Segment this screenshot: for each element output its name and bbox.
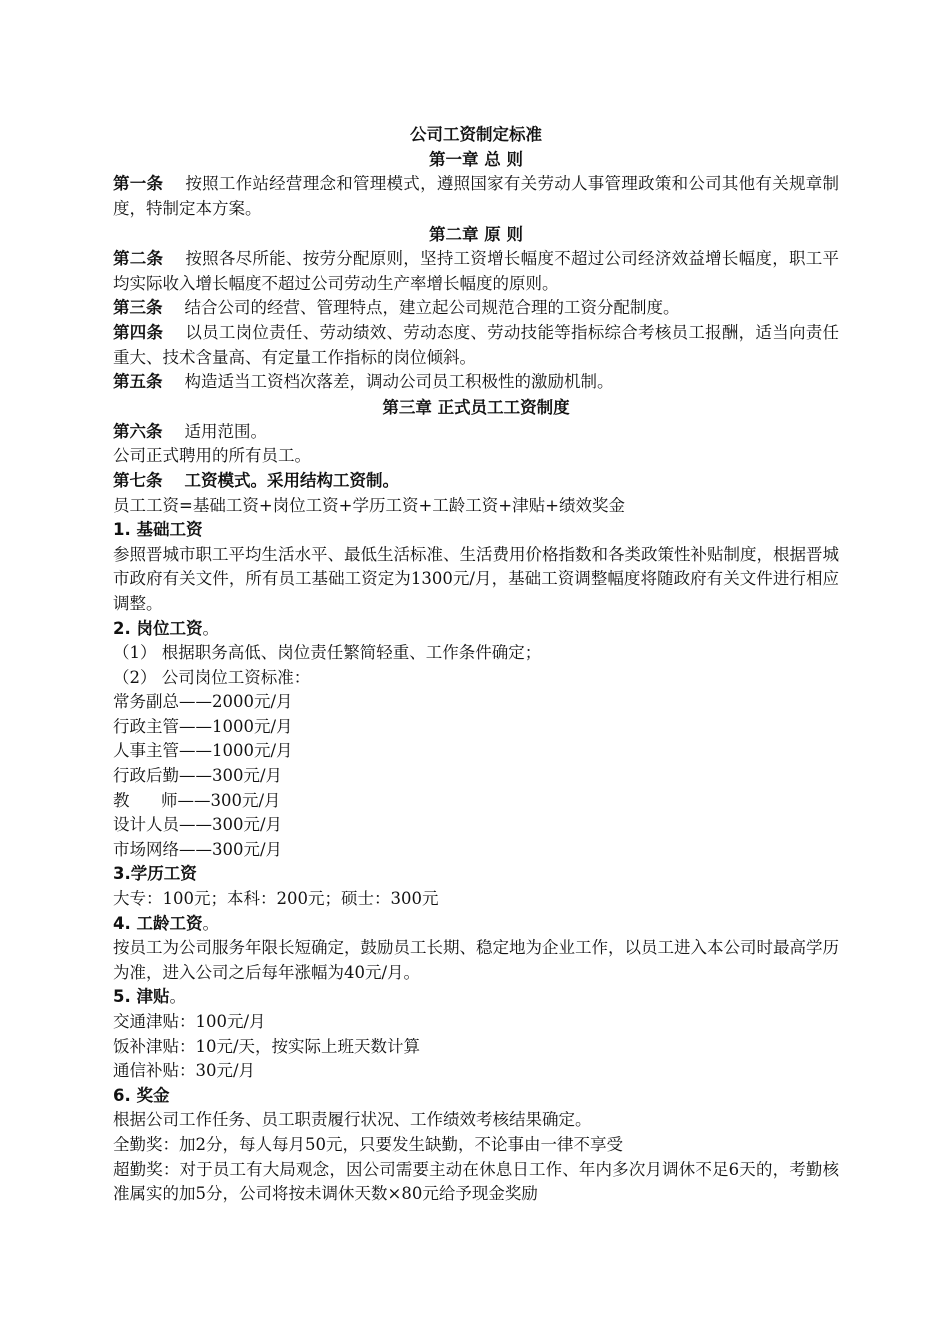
section-base-salary-title: 1. 基础工资 bbox=[113, 520, 203, 540]
chapter-1-title: 第一章 总 则 bbox=[429, 150, 523, 169]
article-text: 结合公司的经营、管理特点，建立起公司规范合理的工资分配制度。 bbox=[184, 298, 680, 318]
scope-text: 公司正式聘用的所有员工。 bbox=[113, 446, 311, 466]
article-label: 第二条 bbox=[113, 249, 164, 269]
section-position-salary-title bbox=[113, 617, 839, 642]
article-6 bbox=[113, 420, 839, 445]
position-salary-point-2: （2） 公司岗位工资标准： bbox=[113, 667, 311, 687]
position-salary-list bbox=[113, 690, 839, 862]
list-item: 饭补津贴：10元/天，按实际上班天数计算 bbox=[113, 1036, 421, 1056]
list-item: 设计人员——300元/月 bbox=[113, 815, 283, 835]
list-item: 行政主管——1000元/月 bbox=[113, 716, 293, 736]
chapter-3-title: 第三章 正式员工工资制度 bbox=[382, 397, 570, 417]
list-item: 常务副总——2000元/月 bbox=[113, 692, 293, 712]
section-seniority-salary-text: 按员工为公司服务年限长短确定，鼓励员工长期、稳定地为企业工作，以员工进入本公司时最高学历为准，进入公司之后每年涨幅为40元/月。 bbox=[113, 938, 839, 982]
list-item: 人事主管——1000元/月 bbox=[113, 741, 293, 761]
section-base-salary-text: 参照晋城市职工平均生活水平、最低生活标准、生活费用价格指数和各类政策性补贴制度，根据晋城市政府有关文件，所有员工基础工资定为1300元/月，基础工资调整幅度将随政府有关文件进行相应调整。 bbox=[113, 544, 839, 613]
section-education-salary-text: 大专：100元；本科：200元；硕士：300元 bbox=[113, 889, 439, 909]
section-seniority-salary-title bbox=[113, 912, 839, 937]
article-text: 按照工作站经营理念和管理模式，遵照国家有关劳动人事管理政策和公司其他有关规章制度，特制定本方案。 bbox=[113, 174, 840, 218]
salary-formula: 员工工资=基础工资+岗位工资+学历工资+工龄工资+津贴+绩效奖金 bbox=[113, 495, 625, 515]
article-label: 第七条 bbox=[113, 470, 163, 490]
article-label: 第四条 bbox=[113, 322, 164, 342]
section-title-text: 4. 工龄工资 bbox=[113, 913, 203, 933]
article-3 bbox=[113, 296, 839, 321]
article-label: 第六条 bbox=[113, 421, 163, 441]
article-2 bbox=[113, 247, 839, 296]
section-title-text: 2. 岗位工资 bbox=[113, 618, 203, 638]
article-text: 按照各尽所能、按劳分配原则，坚持工资增长幅度不超过公司经济效益增长幅度，职工平均实际收入增长幅度不超过公司劳动生产率增长幅度的原则。 bbox=[113, 249, 840, 293]
document-title: 公司工资制定标准 bbox=[410, 125, 542, 144]
section-bonus-title: 6. 奖金 bbox=[113, 1085, 170, 1105]
section-title-suffix: 。 bbox=[202, 618, 219, 638]
article-text: 工资模式。采用结构工资制。 bbox=[184, 470, 399, 490]
overtime-bonus: 超勤奖：对于员工有大局观念，因公司需要主动在休息日工作、年内多次月调休不足6天的，考勤核准属实的加5分，公司将按未调休天数×80元给予现金奖励 bbox=[113, 1159, 839, 1204]
section-title-suffix: 。 bbox=[169, 987, 186, 1007]
section-education-salary-title: 3.学历工资 bbox=[113, 864, 197, 884]
list-item: 交通津贴：100元/月 bbox=[113, 1012, 266, 1031]
section-bonus-text: 根据公司工作任务、员工职责履行状况、工作绩效考核结果确定。 bbox=[113, 1110, 592, 1130]
article-label: 第五条 bbox=[113, 372, 163, 392]
article-1 bbox=[113, 172, 839, 221]
article-text: 构造适当工资档次落差，调动公司员工积极性的激励机制。 bbox=[184, 372, 614, 392]
list-item: 通信补贴：30元/月 bbox=[113, 1061, 256, 1081]
article-5 bbox=[113, 370, 839, 395]
full-attendance-bonus: 全勤奖：加2分，每人每月50元，只要发生缺勤，不论事由一律不享受 bbox=[113, 1134, 623, 1154]
article-text: 适用范围。 bbox=[184, 421, 267, 441]
article-7 bbox=[113, 469, 839, 494]
article-label: 第一条 bbox=[113, 174, 164, 193]
chapter-2-title: 第二章 原 则 bbox=[429, 225, 523, 245]
list-item: 行政后勤——300元/月 bbox=[113, 766, 283, 786]
document-page bbox=[113, 122, 839, 1207]
section-title-text: 5. 津贴 bbox=[113, 987, 170, 1007]
list-item: 教 师——300元/月 bbox=[113, 790, 281, 810]
section-title-suffix: 。 bbox=[202, 913, 219, 933]
section-allowance-title bbox=[113, 985, 839, 1010]
article-text: 以员工岗位责任、劳动绩效、劳动态度、劳动技能等指标综合考核员工报酬，适当向责任重大、技术含量高、有定量工作指标的岗位倾斜。 bbox=[113, 322, 840, 367]
position-salary-point-1: （1） 根据职务高低、岗位责任繁简轻重、工作条件确定； bbox=[113, 643, 542, 663]
article-label: 第三条 bbox=[113, 298, 163, 318]
list-item: 市场网络——300元/月 bbox=[113, 839, 283, 859]
article-4 bbox=[113, 321, 839, 370]
